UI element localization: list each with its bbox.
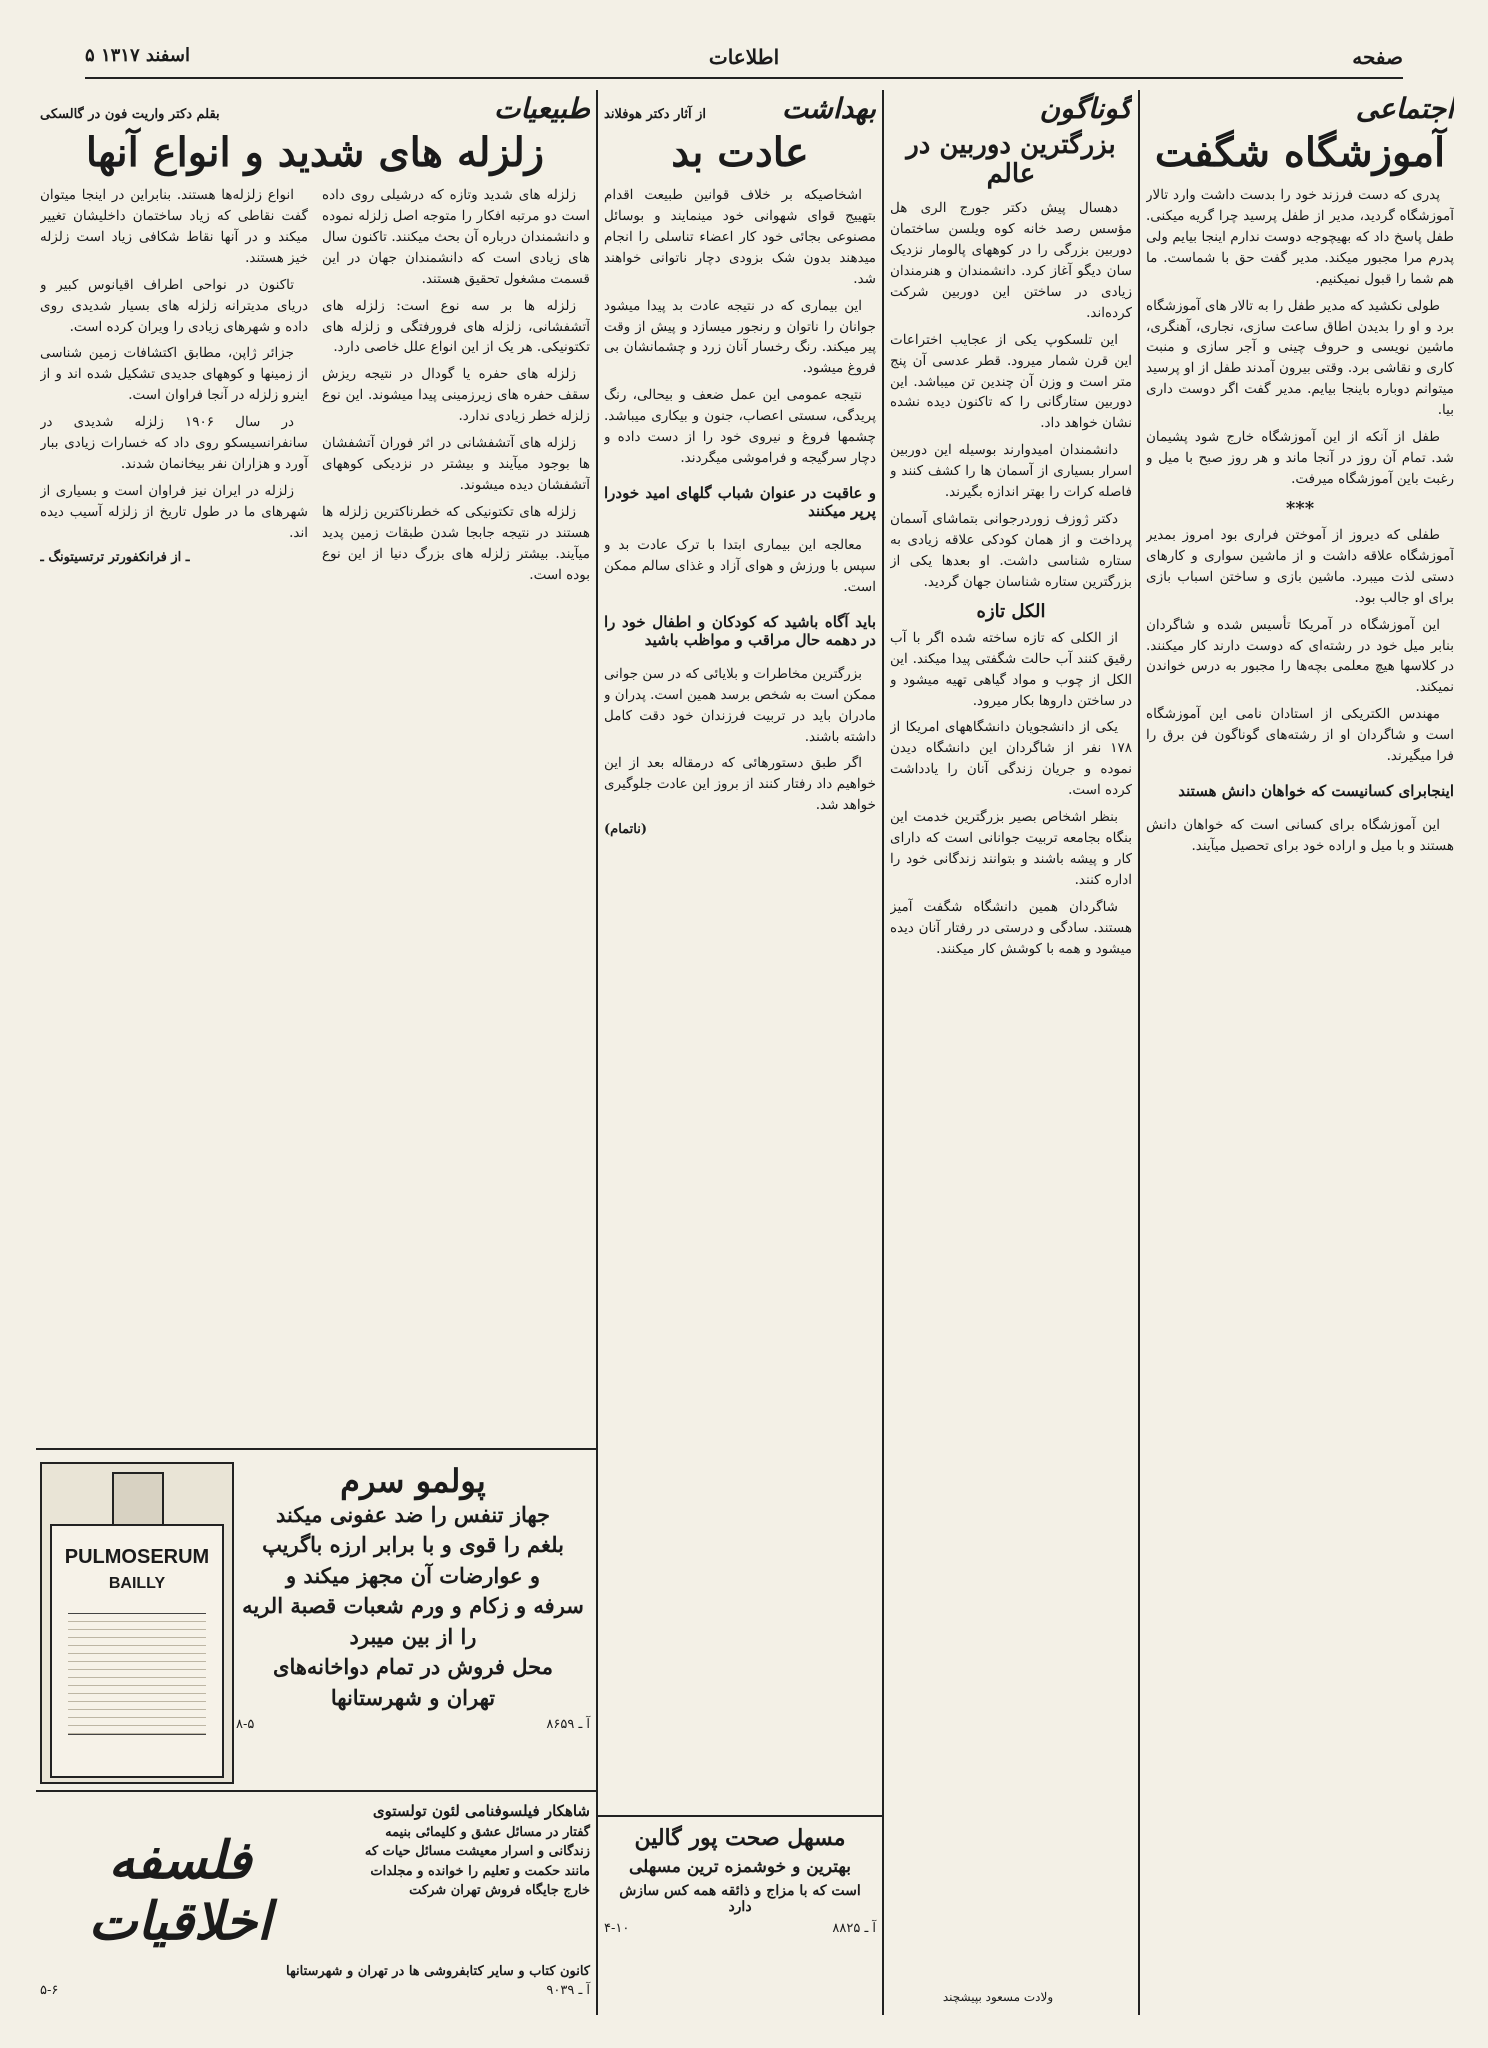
bottle-label	[50, 1524, 224, 1778]
medicine-bottle-illustration	[40, 1462, 234, 1784]
bottle-label-fine-print	[68, 1613, 206, 1735]
issue-date: ۵ اسفند ۱۳۱۷	[85, 45, 190, 66]
paragraph: زلزله در ایران نیز فراوان است و بسیاری از شهرهای ما در طول تاریخ از زلزله آسیب دیده اند.	[40, 482, 308, 541]
bold-callout: و عاقبت در عنوان شباب گلهای امید خودرا پرپر میکنند	[604, 483, 876, 520]
ad-footer: کانون کتاب و سایر کتابفروشی ها در تهران و شهرستانها	[286, 1964, 590, 1979]
paragraph: این بیماری که در نتیجه عادت بد پیدا میشود جوانان را ناتوان و رنجور میسازد و پیش از وقت پیر میکند. رنگ رخسار آنان زرد و چشمانشان بی فروغ میشود.	[604, 297, 876, 377]
bold-callout: باید آگاه باشید که کودکان و اطفال خود را در دهمه حال مراقب و مواظب باشید	[604, 612, 876, 649]
paragraph: یکی از دانشجویان دانشگاههای امریکا از ۱۷۸ نفر از شاگردان این دانشگاه دیدن نموده و جریان زندگی آنان را یادداشت کرده است.	[890, 719, 1132, 799]
paragraph: مهندس الکتریکی از استادان نامی این آموزشگاه است و شاگردان او از رشته‌های گوناگون فن برق را فرا میگیرند.	[1146, 706, 1454, 765]
ad-line: جهاز تنفس را ضد عفونی میکند	[275, 1502, 551, 1527]
ad-small: ولادت مسعود بپیشچند	[942, 1990, 1054, 2004]
subhead-alcohol: الکل تازه	[976, 600, 1046, 622]
bold-callout: اینجابرای کسانیست که خواهان دانش هستند	[1178, 782, 1454, 801]
to-be-continued: (ناتمام)	[604, 822, 648, 838]
ad-line: زندگانی و اسرار معیشت مسائل حیات که	[364, 1844, 590, 1859]
article-misc	[890, 92, 1132, 2017]
ad-title: مسهل صحت پور گالین	[634, 1825, 846, 1851]
ad-line: بهترین و خوشمزه ترین مسهلی	[629, 1857, 851, 1877]
kicker-health: بهداشت	[781, 92, 876, 125]
ad-tolstoy-book	[40, 1800, 590, 2015]
byline: بقلم دکتر واریت فون در گالسکی	[40, 107, 220, 122]
headline-telescope: بزرگترین دوربین در عالم	[906, 130, 1116, 189]
paragraph: دکتر ژوزف زوردرجوانی بتماشای آسمان پرداخت و از همان کودکی علاقه زیادی به ستاره شناسی داشت. او بعدها یکی از بزرگترین ستاره شناسان جهان گردید.	[890, 511, 1132, 590]
paragraph: بنظر اشخاص بصیر بزرگترین خدمت این بنگاه بجامعه تربیت جوانانی است که دارای کار و پیشه باشند و بتوانند زندگانی خود را اداره کنند.	[890, 809, 1132, 888]
paragraph: از الکلی که تازه ساخته شده اگر با آب رقیق کنند آب حالت شگفتی پیدا میکند. این الکل از چوب و مواد گیاهی تهیه میشود و در ساختن داروها بکار میرود.	[890, 629, 1132, 709]
ad-line: گفتار در مسائل عشق و کلیمائی بنیمه	[385, 1824, 590, 1840]
paragraph: تاکنون در نواحی اطراف اقیانوس کبیر و دریای مدیترانه زلزله های بسیار شدیدی روی داده و شهرهای زیادی را ویران کرده است.	[40, 276, 308, 335]
paragraph: در سال ۱۹۰۶ زلزله شدیدی در سانفرانسیسکو روی داد که خسارات زیادی ببار آورد و هزاران نفر بیخانمان شدند.	[40, 414, 308, 473]
paragraph: زلزله های حفره یا گودال در نتیجه ریزش سقف حفره های زیرزمینی پیدا میشوند. این نوع زلزله خطر زیادی ندارد.	[322, 366, 590, 425]
ad-line: بلغم را قوی و با برابر ارزه باگریپ	[262, 1532, 564, 1558]
ad-line: سرفه و زکام و ورم شعبات قصبة الریه	[242, 1593, 584, 1619]
headline-social: آموزشگاه شگفت	[1154, 129, 1446, 176]
ad-line: تهران و شهرستانها	[330, 1684, 496, 1710]
page-label: صفحه	[1352, 45, 1403, 69]
paragraph: زلزله های شدید وتازه که درشیلی روی داده است دو مرتبه افکار را متوجه اصل زلزله نموده و دانشمندان درباره آن بحث میکنند. تاکنون سال های زیادی است که دانشمندان جهان در این قسمت مشغول تحقیق هستند.	[322, 187, 590, 287]
paragraph: طولی نکشید که مدیر طفل را به تالار های آموزشگاه برد و او را بدیدن اطاق ساعت سازی، نجاری، آهنگری، ماشین نویسی و حروف چینی و آجر سازی و منبت کاری و نقاشی برد. وقتی بیرون آمدند طفل از او پرسید میتوانم دوباره باینجا بیایم. مدیر گفت اگر دوست داری بیا.	[1146, 297, 1454, 419]
paragraph: شاگردان همین دانشگاه شگفت آمیز هستند. سادگی و درستی در رفتار آنان دیده میشود و همه با کوشش کار میکنند.	[890, 898, 1132, 957]
ad-code: آ ـ ۸۶۵۹	[546, 1717, 590, 1733]
paragraph: زلزله های آتشفشانی در اثر فوران آتشفشان ها بوجود میآیند و بیشتر در نزدیکی کوههای آتشفشان دیده میشوند.	[322, 435, 590, 493]
kicker-natural: طبیعیات	[493, 92, 590, 125]
paragraph: این آموزشگاه در آمریکا تأسیس شده و شاگردان بنابر میل خود در رشته‌ای که دوست دارند کار میکنند. در کلاسها هیچ معلمی بچه‌ها را مجبور به درس خواندن نمیکند.	[1146, 616, 1454, 696]
ad-laxative	[604, 1825, 876, 2015]
section-rule	[36, 1790, 596, 1792]
ad-line: شاهکار فیلسوفنامی لئون تولستوی	[372, 1802, 590, 1820]
paragraph: این تلسکوپ یکی از عجایب اختراعات این قرن شمار میرود. قطر عدسی آن پنج متر است و وزن آن چندین تن میباشد. این دوربین ستارگانی را که تاکنون دیده نشده نشان خواهد داد.	[890, 331, 1132, 432]
paragraph: اشخاصیکه بر خلاف قوانین طبیعت اقدام بتهییج قوای شهوانی خود مینمایند و بوسائل مصنوعی بجائی خود کار اعضاء تناسلی را انجام میدهند بدون شک بزودی دچار ناتوانی خواهند شد.	[604, 187, 876, 287]
kicker-misc: گوناگون	[1039, 92, 1132, 125]
ad-line: دارد	[728, 1899, 752, 1915]
source-signoff: ـ از فرانکفورتر ترتسیتونگ ـ	[40, 549, 190, 565]
paragraph: پدری که دست فرزند خود را بدست داشت وارد تالار آموزشگاه گردید، مدیر از طفل پرسید چرا گریه میکنی. طفل پاسخ داد که بهیچوجه دوست ندارم اینجا بیایم ولی پدرم مرا مجبور میکند. مدیر گفت حق با شماست. ما هم شما را قبول نمیکنیم.	[1146, 187, 1454, 287]
kicker-social: اجتماعی	[1355, 92, 1454, 125]
masthead	[85, 45, 1403, 79]
paragraph: اگر طبق دستورهائی که درمقاله بعد از این خواهیم داد رفتار کنند از بروز این عادت جلوگیری خواهد شد.	[604, 755, 876, 814]
bottle-brand: PULMOSERUM	[64, 1546, 210, 1568]
ad-code: آ ـ ۹۰۳۹	[546, 1983, 590, 1998]
headline-earthquakes: زلزله های شدید و انواع آنها	[85, 129, 545, 176]
section-rule	[36, 1448, 596, 1450]
paragraph: زلزله های تکتونیکی که خطرناکترین زلزله ها هستند در نتیجه جابجا شدن طبقات زمین پدید میآیند. بیشتر زلزله های بزرگ دنیا از این نوع بوده است.	[322, 503, 590, 583]
paragraph: دهسال پیش دکتر جورج الری هل مؤسس رصد خانه کوه ویلسن ساختمان دوربین بزرگی را در کوههای پالومار نزدیک سان دیگو آغاز کرد. دانشمندان و هنرمندان زیادی در ساختن این دوربین شرکت کرده‌اند.	[890, 200, 1132, 321]
ad-title: پولمو سرم	[340, 1462, 486, 1500]
section-rule	[596, 1815, 882, 1817]
ad-line: است که با مزاج و ذائقه همه کس سازش	[619, 1883, 861, 1899]
column-rule	[882, 90, 884, 2015]
headline-bad-habit: عادت بد	[671, 129, 809, 176]
ad-line: مانند حکمت و تعلیم را خوانده و مجلدات	[370, 1863, 590, 1879]
ad-code: ۵-۶	[40, 1983, 59, 1998]
divider-stars: ***	[1285, 497, 1315, 519]
paragraph: نتیجه عمومی این عمل ضعف و بیحالی، رنگ پریدگی، سستی اعصاب، جنون و بیکاری میباشد. چشمها فروغ و نیروی خود را از دست داده و دچار سرگیجه و فراموشی میگردند.	[604, 387, 876, 467]
ad-pulmoserum	[236, 1462, 590, 1780]
bottle-maker: BAILLY	[108, 1575, 166, 1592]
ad-code: ۴-۱۰	[604, 1921, 630, 1936]
book-title: فلسفه اخلاقیات	[88, 1830, 272, 1952]
paragraph: انواع زلزله‌ها هستند. بنابراین در اینجا میتوان گفت نقاطی که زیاد ساختمان داخلیشان تغییر میکند و در آنها نقاط شکافی زیاد است زلزله خیز هستند.	[40, 187, 308, 266]
article-earthquakes	[40, 92, 590, 1442]
article-health	[604, 92, 876, 1807]
article-social	[1146, 92, 1454, 2017]
paragraph: طفلی که دیروز از آموختن فراری بود امروز بمدیر آموزشگاه علاقه داشت و از ماشین سواری و کارهای دستی لذت میبرد. ماشین بازی و ساختن اسباب بازی برای او جالب بود.	[1146, 526, 1454, 606]
paragraph: معالجه این بیماری ابتدا با ترک عادت بد و سپس با ورزش و هوای آزاد و غذای سالم ممکن است.	[604, 536, 876, 595]
ad-line: و عوارضات آن مجهز میکند و	[285, 1562, 541, 1588]
ad-line: محل فروش در تمام دواخانه‌های	[273, 1654, 553, 1680]
paragraph: دانشمندان امیدوارند بوسیله این دوربین اسرار بسیاری از آسمان ها را کشف کنند و فاصله کرات را بهتر اندازه بگیرند.	[890, 442, 1132, 501]
ad-code: ۸-۵	[236, 1717, 255, 1733]
column-rule	[596, 90, 598, 2015]
paragraph: بزرگترین مخاطرات و بلایائی که در سن جوانی ممکن است به شخص برسد همین است. پدران و مادران باید در تربیت فرزندان خود دقت کامل داشته باشند.	[604, 665, 876, 745]
column-rule	[1138, 90, 1140, 2015]
ad-line: را از بین میبرد	[349, 1623, 477, 1649]
paragraph: طفل از آنکه از این آموزشگاه خارج شود پشیمان شد. تمام آن روز در آنجا ماند و هر روز صبح با میل و رغبت باین آموزشگاه میرفت.	[1146, 429, 1454, 487]
source-line: از آثار دکتر هوفلاند	[604, 107, 706, 122]
paragraph: این آموزشگاه برای کسانی است که خواهان دانش هستند و با میل و اراده خود برای تحصیل میآیند.	[1146, 817, 1454, 854]
paragraph: زلزله ها بر سه نوع است: زلزله های آتشفشانی، زلزله های فرورفتگی و زلزله های تکتونیکی. هر یک از این انواع علل خاصی دارد.	[322, 297, 590, 356]
ad-line: خارج جایگاه فروش تهران شرکت	[409, 1883, 590, 1898]
paragraph: جزائر ژاپن، مطابق اکتشافات زمین شناسی از زمینها و کوههای جدیدی تشکیل شده اند و از اینرو زلزله در آنجا فراوان است.	[40, 345, 308, 404]
bottle-cap	[112, 1472, 164, 1526]
ad-code: آ ـ ۸۸۲۵	[832, 1921, 876, 1936]
paper-name: اطلاعات	[708, 45, 780, 69]
